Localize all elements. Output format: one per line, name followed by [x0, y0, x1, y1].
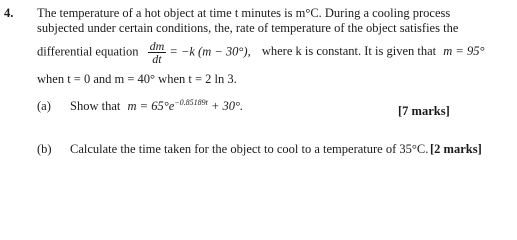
part-a-formula: [127, 99, 243, 113]
fraction-denominator: dt: [152, 52, 162, 66]
question-number: 4.: [4, 6, 14, 20]
part-b-marks: [2 marks]: [430, 142, 482, 156]
fraction-numerator: dm: [149, 39, 165, 53]
derivative-fraction: [148, 40, 167, 65]
formula-tail: + 30°.: [211, 99, 244, 113]
part-b-text: Calculate the time taken for the object to cool to a temperature of 35°C.: [70, 142, 429, 156]
question-line-2: subjected under certain conditions, the, rate of temperature of the object satisfies the: [37, 21, 459, 35]
equation-suffix: where k is constant. It is given that: [261, 44, 437, 59]
formula-exponent: −0.85189t: [174, 97, 208, 107]
part-b-label: (b): [37, 142, 52, 156]
part-a-text: [70, 99, 243, 113]
formula-base: m = 65°e: [127, 99, 175, 113]
part-a-label: (a): [37, 99, 51, 113]
question-line-1: The temperature of a hot object at time t minutes is m°C. During a cooling process: [37, 6, 451, 20]
equation-rhs: = −k (m − 30°),: [169, 44, 251, 59]
initial-condition: m = 95°: [443, 44, 485, 59]
part-a-prefix: Show that: [70, 99, 121, 113]
equation-line: [37, 40, 484, 65]
question-line-4: when t = 0 and m = 40° when t = 2 ln 3.: [37, 72, 237, 86]
equation-prefix: differential equation: [37, 44, 139, 59]
part-a-marks: [7 marks]: [398, 104, 450, 118]
